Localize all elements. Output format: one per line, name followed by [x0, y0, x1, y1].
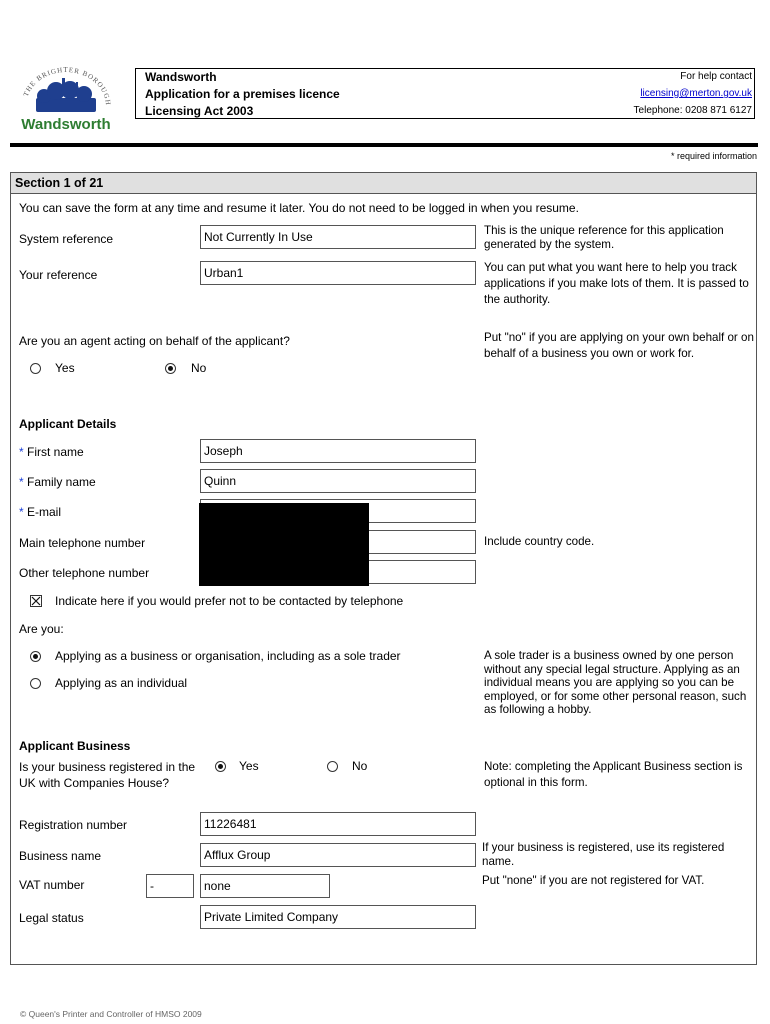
help-email-link[interactable]: licensing@merton.gov.uk: [640, 88, 752, 99]
registered-question: Is your business registered in the UK with Companies House?: [19, 760, 196, 790]
first-name-field[interactable]: Joseph: [200, 439, 476, 463]
registered-yes-radio[interactable]: [215, 761, 226, 772]
business-name-field[interactable]: Afflux Group: [200, 843, 476, 867]
first-name-label: * First name: [19, 445, 84, 459]
vat-help: Put "none" if you are not registered for VAT.: [482, 874, 705, 887]
business-name-help: If your business is registered, use its registered name.: [482, 841, 725, 868]
section-intro: You can save the form at any time and resume it later. You do not need to be logged in when you resume.: [19, 201, 579, 215]
business-name-label: Business name: [19, 849, 102, 863]
are-you-help: A sole trader is a business owned by one person without any special legal structure. Applying as an individual means you are applying so you can be employed, or for some other personal reason, such as following a hobby.: [484, 649, 747, 716]
reg-number-field[interactable]: 11226481: [200, 812, 476, 836]
individual-option-label: Applying as an individual: [55, 676, 188, 690]
required-note: * required information: [670, 151, 757, 161]
section-title: Section 1 of 21: [15, 176, 104, 190]
registered-no-label: No: [352, 759, 368, 773]
other-phone-label: Other telephone number: [19, 566, 150, 580]
logo-wordmark: Wandsworth: [21, 116, 111, 133]
email-label: * E-mail: [19, 505, 62, 519]
are-you-question: Are you:: [19, 622, 64, 636]
system-reference-help: This is the unique reference for this application generated by the system.: [484, 224, 724, 251]
header-rule: [10, 143, 758, 147]
agent-yes-label: Yes: [55, 361, 75, 375]
legal-status-field[interactable]: Private Limited Company: [200, 905, 476, 929]
main-phone-help: Include country code.: [484, 535, 595, 548]
no-phone-contact-checkbox[interactable]: [30, 595, 42, 607]
family-name-field[interactable]: Quinn: [200, 469, 476, 493]
help-phone: Telephone: 0208 871 6127: [633, 105, 752, 116]
reg-number-label: Registration number: [19, 818, 128, 832]
act-name: Licensing Act 2003: [145, 104, 254, 118]
agent-no-radio[interactable]: [165, 363, 176, 374]
vat-label: VAT number: [19, 878, 85, 892]
required-star: *: [19, 445, 24, 459]
system-reference-field[interactable]: Not Currently In Use: [200, 225, 476, 249]
logo-arc-text: THE BRIGHTER BOROUGH: [21, 66, 113, 107]
individual-option-radio[interactable]: [30, 678, 41, 689]
applicant-details-heading: Applicant Details: [19, 417, 117, 431]
required-star: *: [19, 475, 24, 489]
agent-yes-radio[interactable]: [30, 363, 41, 374]
vat-prefix-field[interactable]: -: [146, 874, 194, 898]
legal-status-label: Legal status: [19, 911, 84, 925]
agent-question: Are you an agent acting on behalf of the applicant?: [19, 334, 290, 348]
radio-selected-dot: [218, 764, 223, 769]
copyright-footer: © Queen's Printer and Controller of HMSO 2009: [20, 1009, 202, 1019]
main-phone-label: Main telephone number: [19, 536, 146, 550]
checkbox-cross-icon: [31, 596, 41, 606]
help-label: For help contact: [680, 71, 752, 82]
your-reference-label: Your reference: [19, 268, 98, 282]
vat-number-field[interactable]: none: [200, 874, 330, 898]
registered-yes-label: Yes: [239, 759, 259, 773]
your-reference-field[interactable]: Urban1: [200, 261, 476, 285]
your-reference-help: You can put what you want here to help you track applications if you make lots of them. It is passed to the authority.: [484, 261, 749, 306]
form-title: Application for a premises licence: [145, 87, 340, 101]
required-star: *: [19, 505, 24, 519]
radio-selected-dot: [33, 654, 38, 659]
agent-no-label: No: [191, 361, 207, 375]
wandsworth-logo: [14, 66, 118, 136]
no-phone-contact-label: Indicate here if you would prefer not to be contacted by telephone: [55, 594, 404, 608]
org-name: Wandsworth: [145, 70, 217, 84]
section-bar: [11, 173, 756, 194]
family-name-label: * Family name: [19, 475, 96, 489]
radio-selected-dot: [168, 366, 173, 371]
business-option-label: Applying as a business or organisation, including as a sole trader: [55, 649, 401, 663]
applicant-business-heading: Applicant Business: [19, 739, 131, 753]
redaction-block: [199, 503, 369, 586]
agent-help: Put "no" if you are applying on your own behalf or on behalf of a business you own or work for.: [484, 331, 754, 360]
registered-help: Note: completing the Applicant Business section is optional in this form.: [484, 760, 743, 789]
system-reference-label: System reference: [19, 232, 114, 246]
registered-no-radio[interactable]: [327, 761, 338, 772]
business-option-radio[interactable]: [30, 651, 41, 662]
